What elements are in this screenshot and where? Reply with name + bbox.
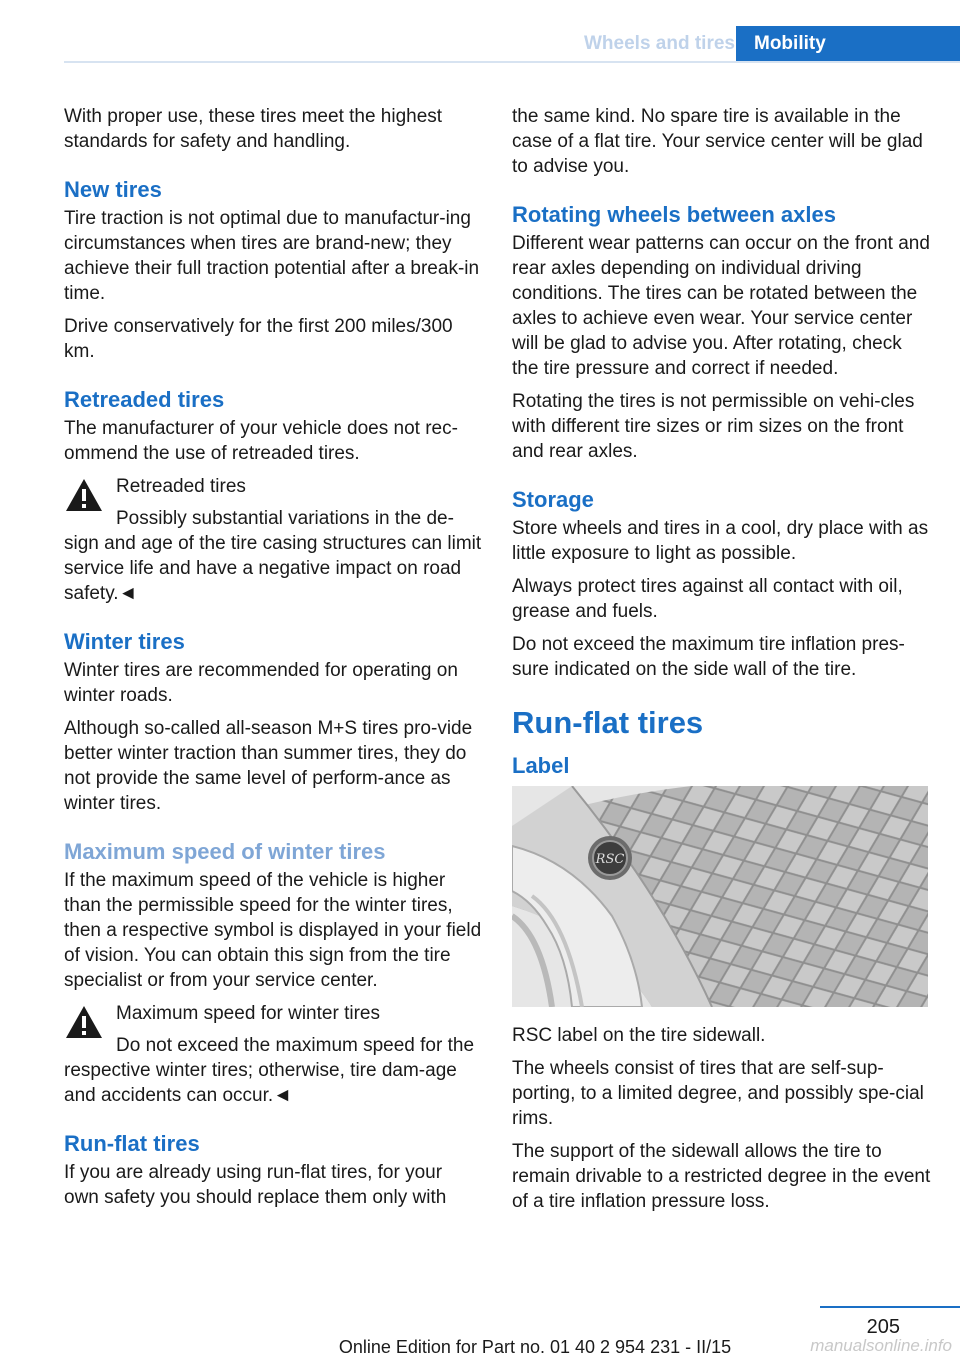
winter-paragraph-1: Winter tires are recommended for operating on winter roads. — [64, 660, 458, 706]
warning-retreaded — [64, 474, 482, 606]
figure-caption: RSC label on the tire sidewall. — [512, 1025, 766, 1046]
watermark: manualsonline.info — [810, 1336, 952, 1355]
header-section-title: Wheels and tires — [584, 33, 735, 54]
heading-max-speed-winter: Maximum speed of winter tires — [64, 839, 386, 864]
right-column — [512, 104, 932, 1222]
warning-title: Maximum speed for winter tires — [116, 1003, 380, 1024]
warning-title: Retreaded tires — [116, 476, 246, 497]
rsc-logo-text: RSC — [595, 852, 625, 867]
storage-paragraph-3: Do not exceed the maximum tire inflation pres-sure indicated on the side wall of the tire. — [512, 634, 905, 680]
heading-run-flat-tires: Run-flat tires — [512, 705, 704, 740]
heading-winter-tires: Winter tires — [64, 629, 185, 654]
winter-paragraph-2: Although so-called all-season M+S tires pro-vide better winter traction than summer tires, they do not provide the same level of perform-ance as winter tires. — [64, 718, 473, 814]
warning-body: Possibly substantial variations in the de-sign and age of the tire casing structures can limit service life and have a negative impact on road safety.◄ — [64, 508, 482, 604]
run-flat-paragraph-1: The wheels consist of tires that are self-sup-porting, to a limited degree, and possibly spe-cial rims. — [512, 1058, 924, 1129]
intro-paragraph: With proper use, these tires meet the highest standards for safety and handling. — [64, 106, 443, 152]
footer-divider — [820, 1306, 960, 1308]
header-divider — [64, 61, 960, 63]
new-tires-paragraph-2: Drive conservatively for the first 200 miles/300 km. — [64, 316, 453, 362]
heading-new-tires: New tires — [64, 177, 162, 202]
heading-retreaded-tires: Retreaded tires — [64, 387, 225, 412]
left-column — [64, 104, 482, 1218]
run-flat-paragraph: If you are already using run-flat tires, for your own safety you should replace them only with — [64, 1162, 447, 1208]
footer-edition-text: Online Edition for Part no. 01 40 2 954 231 - II/15 — [338, 1337, 732, 1357]
run-flat-paragraph-2: The support of the sidewall allows the tire to remain drivable to a restricted degree in the event of a tire inflation pressure loss. — [512, 1141, 931, 1212]
storage-paragraph-2: Always protect tires against all contact with oil, grease and fuels. — [512, 576, 903, 622]
heading-label: Label — [512, 753, 570, 778]
warning-triangle-icon — [64, 476, 104, 514]
rotating-paragraph-2: Rotating the tires is not permissible on vehi-cles with different tire sizes or rim sizes on the front and rear axles. — [512, 391, 915, 462]
max-speed-paragraph: If the maximum speed of the vehicle is higher than the permissible speed for the winter tires, then a respective symbol is displayed in your field of vision. You can obtain this sign from the tire specialist or from your service center. — [64, 870, 482, 991]
warning-body: Do not exceed the maximum speed for the respective winter tires; otherwise, tire dam-age and accidents can occur.◄ — [64, 1035, 475, 1106]
tire-sidewall-image — [512, 786, 928, 1007]
retreaded-paragraph-1: The manufacturer of your vehicle does not rec-ommend the use of retreaded tires. — [64, 418, 458, 464]
page-number: 205 — [866, 1316, 900, 1338]
continuation-paragraph: the same kind. No spare tire is available in the case of a flat tire. Your service center will be glad to advise you. — [512, 106, 923, 177]
rotating-paragraph-1: Different wear patterns can occur on the front and rear axles depending on individual driving conditions. The tires can be rotated between the axles to achieve even wear. Your service center will be glad to advise you. After rotating, check the tire pressure and correct if needed. — [512, 233, 930, 379]
new-tires-paragraph-1: Tire traction is not optimal due to manufactur-ing circumstances when tires are brand-new; they achieve their full traction potential after a break-in time. — [64, 208, 480, 304]
rsc-tire-illustration — [512, 786, 928, 1007]
warning-max-speed — [64, 1001, 482, 1108]
header-chapter-tab[interactable]: Mobility — [736, 26, 960, 61]
storage-paragraph-1: Store wheels and tires in a cool, dry place with as little exposure to light as possible. — [512, 518, 929, 564]
heading-storage: Storage — [512, 487, 594, 512]
heading-run-flat-small: Run-flat tires — [64, 1131, 200, 1156]
warning-triangle-icon — [64, 1003, 104, 1041]
heading-rotating-wheels: Rotating wheels between axles — [512, 202, 836, 227]
